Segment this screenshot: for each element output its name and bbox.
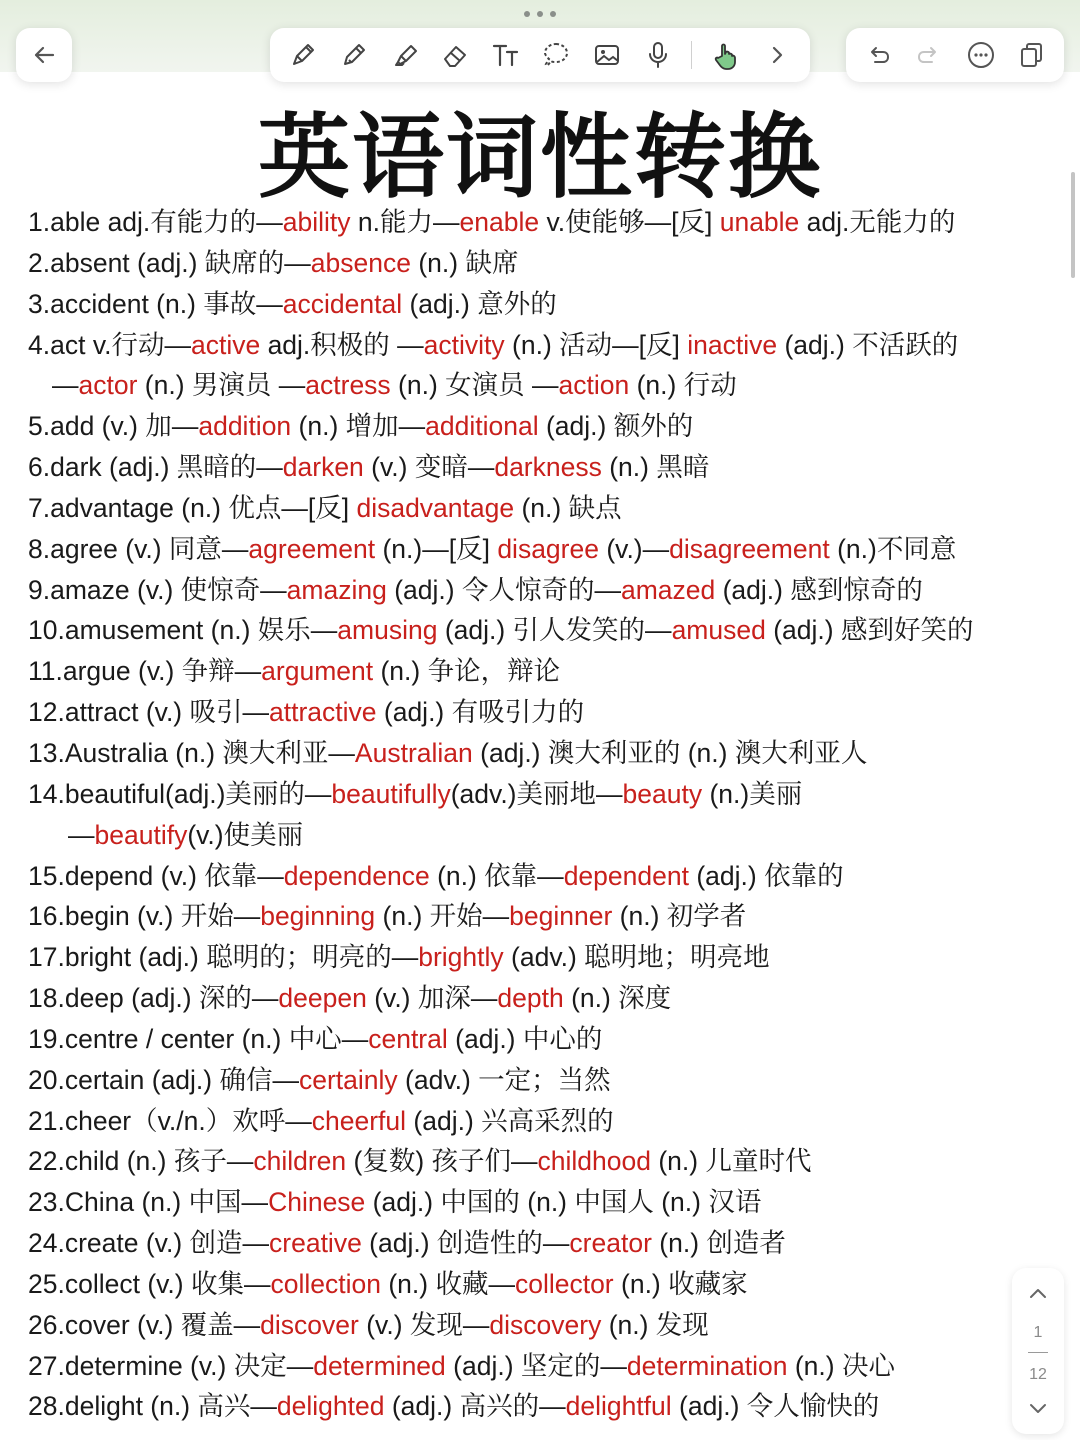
- line-text: 1.able adj.有能力的—: [28, 207, 283, 237]
- line-text: (adj.) 高兴的—: [384, 1391, 566, 1422]
- line-text: 21.cheer（v./n.）欢呼—: [28, 1105, 312, 1136]
- line-text: (adj.) 令人愉快的: [671, 1391, 880, 1422]
- derived-word: dependent: [563, 860, 689, 891]
- line-text: 24.create (v.) 创造—: [28, 1228, 270, 1259]
- image-icon[interactable]: [590, 38, 624, 72]
- derived-word: activity: [423, 329, 505, 360]
- derived-word: unable: [719, 207, 800, 237]
- vocab-line: [28, 365, 1058, 406]
- line-text: 27.determine (v.) 决定—: [28, 1350, 314, 1381]
- page-down-icon[interactable]: [1026, 1396, 1050, 1420]
- line-text: 19.centre / center (n.) 中心—: [28, 1023, 369, 1054]
- line-text: (adj.) 感到好笑的: [765, 615, 974, 646]
- page-divider: [1028, 1352, 1048, 1353]
- line-text: 20.certain (adj.) 确信—: [28, 1064, 299, 1095]
- vocab-line: [28, 1305, 1058, 1346]
- derived-word: enable: [459, 207, 540, 237]
- line-text: (n.) 发现: [601, 1309, 709, 1340]
- derived-word: determination: [626, 1350, 788, 1381]
- derived-word: absence: [310, 247, 411, 278]
- vocab-line: [28, 856, 1058, 897]
- line-text: (n.) 收藏家: [613, 1268, 748, 1299]
- vocab-line: [28, 570, 1058, 611]
- scrollbar[interactable]: [1071, 172, 1075, 278]
- line-text: adj.无能力的: [799, 207, 956, 237]
- derived-word: ability: [282, 207, 351, 237]
- line-text: n.能力—: [350, 207, 460, 237]
- line-text: 3.accident (n.) 事故—: [28, 288, 283, 319]
- action-bar: [846, 28, 1064, 82]
- line-text: (n.)美丽: [702, 778, 803, 809]
- line-text: (adv.) 聪明地；明亮地: [503, 942, 770, 973]
- line-text: (v.) 发现—: [358, 1309, 490, 1340]
- line-text: (adj.) 中国的 (n.) 中国人 (n.) 汉语: [365, 1187, 762, 1218]
- vocab-line: [28, 733, 1058, 774]
- line-text: 13.Australia (n.) 澳大利亚—: [28, 737, 355, 768]
- pen-icon[interactable]: [286, 38, 320, 72]
- vocab-line: [28, 325, 1058, 366]
- more-icon[interactable]: [964, 38, 998, 72]
- line-text: (n.) 决心: [787, 1350, 895, 1381]
- line-text: —: [68, 819, 95, 850]
- derived-word: amazed: [620, 574, 716, 605]
- highlighter-icon[interactable]: [388, 38, 422, 72]
- derived-word: cheerful: [311, 1105, 407, 1136]
- line-text: 2.absent (adj.) 缺席的—: [28, 247, 311, 278]
- line-text: (adj.) 感到惊奇的: [715, 574, 923, 605]
- pages-icon[interactable]: [1015, 38, 1049, 72]
- eraser-icon[interactable]: [438, 38, 472, 72]
- line-text: 12.attract (v.) 吸引—: [28, 697, 269, 728]
- line-text: 18.deep (adj.) 深的—: [28, 983, 279, 1014]
- derived-word: actress: [305, 370, 391, 401]
- line-text: 6.dark (adj.) 黑暗的—: [28, 452, 283, 483]
- line-text: (v.)使美丽: [187, 819, 304, 850]
- line-text: (n.) 增加—: [291, 411, 426, 442]
- vocab-line: [28, 202, 1058, 243]
- line-text: —: [52, 370, 79, 401]
- line-text: (n.) 开始—: [375, 901, 510, 932]
- vocab-line: [28, 978, 1058, 1019]
- line-text: v.使能够—[反]: [539, 207, 720, 237]
- line-text: 10.amusement (n.) 娱乐—: [28, 615, 338, 646]
- line-text: (adj.) 兴高采烈的: [406, 1105, 614, 1136]
- derived-word: active: [190, 329, 261, 360]
- line-text: (复数) 孩子们—: [346, 1146, 538, 1177]
- vocab-line: [28, 447, 1058, 488]
- line-text: 4.act v.行动—: [28, 329, 191, 360]
- tool-palette: [270, 28, 810, 82]
- line-text: 26.cover (v.) 覆盖—: [28, 1309, 261, 1340]
- derived-word: beautify: [94, 819, 188, 850]
- derived-word: depth: [497, 983, 564, 1014]
- line-text: (adv.) 一定；当然: [397, 1064, 611, 1095]
- vocab-line: [28, 692, 1058, 733]
- line-text: 7.advantage (n.) 优点—[反]: [28, 492, 357, 523]
- derived-word: Chinese: [268, 1187, 366, 1218]
- derived-word: amazing: [286, 574, 387, 605]
- line-text: 28.delight (n.) 高兴—: [28, 1391, 277, 1422]
- toolbar-divider: [691, 41, 692, 69]
- line-text: 25.collect (v.) 收集—: [28, 1268, 271, 1299]
- line-text: 16.begin (v.) 开始—: [28, 901, 261, 932]
- derived-word: darken: [282, 452, 364, 483]
- line-text: (adj.) 坚定的—: [445, 1350, 627, 1381]
- line-text: 8.agree (v.) 同意—: [28, 533, 249, 564]
- derived-word: collector: [514, 1268, 614, 1299]
- line-text: (n.) 活动—[反]: [504, 329, 688, 360]
- vocab-line: [28, 651, 1058, 692]
- line-text: (n.) 创造者: [651, 1228, 786, 1259]
- derived-word: inactive: [687, 329, 778, 360]
- line-text: (n.) 黑暗: [601, 452, 710, 483]
- line-text: (adj.) 引人发笑的—: [437, 615, 672, 646]
- derived-word: darkness: [494, 452, 602, 483]
- line-text: (n.) 女演员 —: [390, 370, 559, 401]
- derived-word: argument: [261, 656, 374, 687]
- line-text: (adj.) 澳大利亚的 (n.) 澳大利亚人: [472, 737, 868, 768]
- derived-word: beginner: [509, 901, 613, 932]
- vocab-line: [28, 1182, 1058, 1223]
- derived-word: brightly: [418, 942, 504, 973]
- chevron-right-icon[interactable]: [760, 38, 794, 72]
- line-text: (n.) 男演员 —: [137, 370, 306, 401]
- word-list: [28, 202, 1058, 1427]
- line-text: (adj.) 额外的: [538, 411, 694, 442]
- redo-icon[interactable]: [912, 38, 946, 72]
- line-text: (n.) 行动: [629, 370, 737, 401]
- derived-word: disagreement: [669, 533, 830, 564]
- derived-word: central: [368, 1023, 448, 1054]
- derived-word: Australian: [354, 737, 473, 768]
- line-text: (adj.) 中心的: [447, 1023, 603, 1054]
- derived-word: creator: [569, 1228, 652, 1259]
- vocab-line: [28, 1101, 1058, 1142]
- line-text: (v.) 加深—: [366, 983, 498, 1014]
- page-title: 英语词性转换: [257, 104, 822, 211]
- vocab-line: [28, 1346, 1058, 1387]
- hand-pointer-icon[interactable]: [709, 38, 743, 72]
- line-text: (n.) 初学者: [612, 901, 747, 932]
- derived-word: amused: [671, 615, 766, 646]
- line-text: 15.depend (v.) 依靠—: [28, 860, 284, 891]
- line-text: (n.) 收藏—: [380, 1268, 515, 1299]
- derived-word: addition: [198, 411, 292, 442]
- current-page: 1: [1033, 1324, 1043, 1341]
- line-text: (adv.)美丽地—: [450, 778, 623, 809]
- vocab-line: [28, 1141, 1058, 1182]
- derived-word: beginning: [260, 901, 376, 932]
- derived-word: children: [253, 1146, 347, 1177]
- total-pages: 12: [1029, 1366, 1047, 1383]
- vocab-line: [28, 815, 1058, 856]
- line-text: 9.amaze (v.) 使惊奇—: [28, 574, 287, 605]
- vocab-line: [28, 610, 1058, 651]
- pencil-icon[interactable]: [337, 38, 371, 72]
- line-text: (adj.) 意外的: [402, 288, 557, 319]
- line-text: 17.bright (adj.) 聪明的；明亮的—: [28, 942, 419, 973]
- page-up-icon[interactable]: [1026, 1282, 1050, 1306]
- derived-word: disadvantage: [356, 492, 515, 523]
- line-text: 22.child (n.) 孩子—: [28, 1146, 254, 1177]
- undo-icon[interactable]: [861, 38, 895, 72]
- vocab-line: [28, 937, 1058, 978]
- line-text: (adj.) 有吸引力的: [376, 697, 585, 728]
- line-text: (adj.) 创造性的—: [361, 1228, 570, 1259]
- vocab-line: [28, 1264, 1058, 1305]
- vocab-line: [28, 1019, 1058, 1060]
- derived-word: action: [558, 370, 630, 401]
- line-text: (adj.) 令人惊奇的—: [386, 574, 621, 605]
- line-text: (v.)—: [598, 533, 670, 564]
- vocab-line: [28, 1060, 1058, 1101]
- page-navigator: [1012, 1268, 1064, 1434]
- line-text: adj.积极的 —: [260, 329, 424, 360]
- line-text: (n.) 深度: [563, 983, 672, 1014]
- line-text: (n.) 争论，辩论: [373, 656, 561, 687]
- microphone-icon[interactable]: [641, 38, 675, 72]
- derived-word: delightful: [565, 1391, 672, 1422]
- vocab-line: [28, 774, 1058, 815]
- line-text: (n.) 依靠—: [429, 860, 564, 891]
- vocab-line: [28, 488, 1058, 529]
- derived-word: beauty: [622, 778, 703, 809]
- derived-word: collection: [270, 1268, 381, 1299]
- line-text: 14.beautiful(adj.)美丽的—: [28, 778, 332, 809]
- derived-word: amusing: [337, 615, 438, 646]
- vocab-line: [28, 406, 1058, 447]
- line-text: 5.add (v.) 加—: [28, 411, 199, 442]
- line-text: (n.) 缺点: [514, 492, 622, 523]
- vocab-line: [28, 1386, 1058, 1427]
- derived-word: accidental: [282, 288, 403, 319]
- lasso-icon[interactable]: [539, 38, 573, 72]
- vocab-line: [28, 284, 1058, 325]
- derived-word: dependence: [283, 860, 430, 891]
- derived-word: actor: [78, 370, 138, 401]
- derived-word: additional: [425, 411, 539, 442]
- derived-word: disagree: [497, 533, 599, 564]
- window-grip[interactable]: [524, 10, 556, 18]
- derived-word: delighted: [276, 1391, 385, 1422]
- vocab-line: [28, 1223, 1058, 1264]
- line-text: (adj.) 依靠的: [688, 860, 844, 891]
- back-pill: [16, 28, 72, 82]
- derived-word: discover: [260, 1309, 359, 1340]
- line-text: 11.argue (v.) 争辩—: [28, 656, 262, 687]
- line-text: (n.) 缺席: [410, 247, 519, 278]
- line-text: 23.China (n.) 中国—: [28, 1187, 269, 1218]
- line-text: (n.)不同意: [829, 533, 957, 564]
- derived-word: beautifully: [331, 778, 451, 809]
- derived-word: creative: [269, 1228, 362, 1259]
- derived-word: deepen: [278, 983, 367, 1014]
- line-text: (v.) 变暗—: [363, 452, 495, 483]
- derived-word: discovery: [489, 1309, 602, 1340]
- derived-word: agreement: [248, 533, 376, 564]
- vocab-line: [28, 529, 1058, 570]
- line-text: (n.)—[反]: [375, 533, 498, 564]
- derived-word: childhood: [537, 1146, 651, 1177]
- back-arrow-icon[interactable]: [27, 38, 61, 72]
- derived-word: certainly: [298, 1064, 398, 1095]
- vocab-line: [28, 896, 1058, 937]
- derived-word: attractive: [269, 697, 377, 728]
- vocab-line: [28, 243, 1058, 284]
- line-text: (adj.) 不活跃的: [777, 329, 959, 360]
- line-text: (n.) 儿童时代: [650, 1146, 812, 1177]
- text-tool-icon[interactable]: [489, 38, 523, 72]
- derived-word: determined: [313, 1350, 446, 1381]
